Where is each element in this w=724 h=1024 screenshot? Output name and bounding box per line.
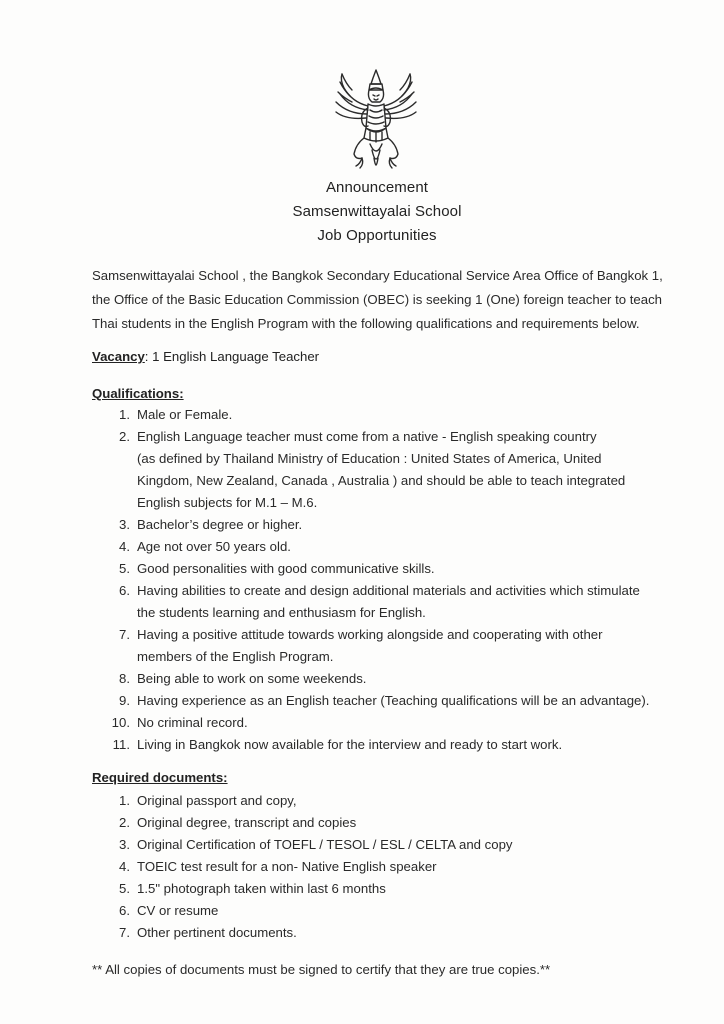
list-item-text: the students learning and enthusiasm for English.	[137, 605, 426, 620]
qualifications-heading	[92, 384, 184, 404]
list-item-text: Original degree, transcript and copies	[137, 815, 357, 830]
list-item-text: Having abilities to create and design additional materials and activities which stimulate	[137, 583, 640, 598]
list-item-text: Original Certification of TOEFL / TESOL / ESL / CELTA and copy	[137, 837, 513, 852]
list-item-text: (as defined by Thailand Ministry of Education : United States of America, United	[137, 451, 602, 466]
list-item-number: 3.	[119, 517, 130, 532]
list-item-number: 5.	[119, 881, 130, 896]
intro-paragraph	[92, 264, 712, 336]
qualification-item	[100, 558, 700, 580]
list-item-text: Being able to work on some weekends.	[137, 671, 367, 686]
vacancy-label: Vacancy	[92, 349, 145, 364]
list-item-number: 11.	[112, 737, 130, 752]
list-item-text: TOEIC test result for a non- Native English speaker	[137, 859, 437, 874]
list-item-number: 8.	[119, 671, 130, 686]
qualification-item	[100, 404, 700, 426]
list-item-text: Kingdom, New Zealand, Canada , Australia ) and should be able to teach integrated	[137, 473, 626, 488]
list-item-number: 6.	[119, 903, 130, 918]
list-item-text: Good personalities with good communicative skills.	[137, 561, 435, 576]
documents-heading	[92, 768, 228, 788]
list-item-text: members of the English Program.	[137, 649, 334, 664]
qualification-item	[100, 624, 700, 668]
list-item-number: 4.	[119, 859, 130, 874]
list-item-text: CV or resume	[137, 903, 219, 918]
qualification-item	[100, 536, 700, 558]
list-item-text: English Language teacher must come from a native - English speaking country	[137, 429, 597, 444]
list-item-number: 3.	[119, 837, 130, 852]
list-item-text: No criminal record.	[137, 715, 248, 730]
qualifications-list	[100, 404, 700, 756]
qualification-item	[100, 426, 700, 514]
list-item-text: Bachelor’s degree or higher.	[137, 517, 303, 532]
documents-heading-text: Required documents:	[92, 770, 228, 785]
document-item	[100, 856, 700, 878]
list-item-number: 2.	[119, 429, 130, 444]
school-name: Samsenwittayalai School	[292, 203, 462, 220]
announcement-subtitle: Job Opportunities	[317, 227, 437, 244]
intro-line: Thai students in the English Program with the following qualifications and requirements below.	[92, 316, 640, 331]
intro-line: Samsenwittayalai School , the Bangkok Secondary Educational Service Area Office of Bangkok 1,	[92, 268, 663, 283]
list-item-number: 7.	[119, 925, 130, 940]
document-item	[100, 790, 700, 812]
announcement-header	[0, 176, 724, 248]
list-item-text: English subjects for M.1 – M.6.	[137, 495, 318, 510]
document-item	[100, 834, 700, 856]
list-item-number: 2.	[119, 815, 130, 830]
garuda-emblem-icon	[330, 66, 422, 176]
vacancy-value: : 1 English Language Teacher	[144, 349, 320, 364]
document-item	[100, 900, 700, 922]
list-item-text: Original passport and copy,	[137, 793, 297, 808]
list-item-number: 1.	[119, 407, 130, 422]
footnote: ** All copies of documents must be signed to certify that they are true copies.**	[92, 962, 551, 977]
document-item	[100, 922, 700, 944]
list-item-number: 1.	[119, 793, 130, 808]
document-item	[100, 812, 700, 834]
intro-line: the Office of the Basic Education Commission (OBEC) is seeking 1 (One) foreign teacher to teach	[92, 292, 663, 307]
list-item-text: Having a positive attitude towards working alongside and cooperating with other	[137, 627, 603, 642]
list-item-text: Other pertinent documents.	[137, 925, 297, 940]
list-item-number: 6.	[119, 583, 130, 598]
list-item-text: Age not over 50 years old.	[137, 539, 291, 554]
qualification-item	[100, 734, 700, 756]
list-item-number: 4.	[119, 539, 130, 554]
list-item-text: Having experience as an English teacher (Teaching qualifications will be an advantage).	[137, 693, 650, 708]
qualification-item	[100, 712, 700, 734]
list-item-number: 7.	[119, 627, 130, 642]
announcement-title: Announcement	[325, 179, 429, 196]
list-item-number: 5.	[119, 561, 130, 576]
list-item-number: 9.	[119, 693, 130, 708]
qualifications-heading-text: Qualifications:	[92, 386, 184, 401]
qualification-item	[100, 514, 700, 536]
list-item-text: Male or Female.	[137, 407, 233, 422]
list-item-number: 10.	[111, 715, 130, 730]
list-item-text: Living in Bangkok now available for the interview and ready to start work.	[137, 737, 563, 752]
qualification-item	[100, 580, 700, 624]
list-item-text: 1.5" photograph taken within last 6 months	[137, 881, 386, 896]
qualification-item	[100, 690, 700, 712]
vacancy-line	[92, 347, 319, 367]
document-item	[100, 878, 700, 900]
qualification-item	[100, 668, 700, 690]
documents-list	[100, 790, 700, 944]
